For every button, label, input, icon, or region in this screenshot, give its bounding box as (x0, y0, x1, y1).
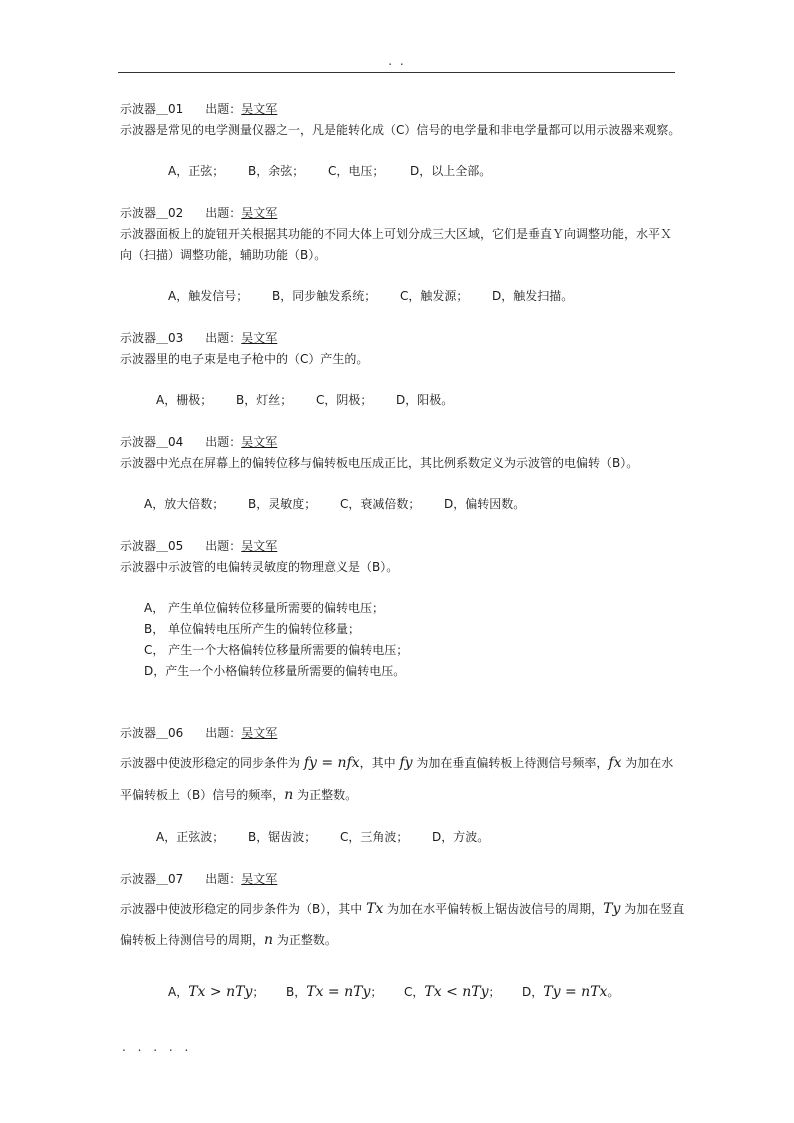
formula-tx: Tx (366, 901, 384, 917)
question-stem-line: 向（扫描）调整功能，辅助功能（B）。 (120, 248, 327, 262)
question-stem: 示波器是常见的电学测量仪器之一，凡是能转化成（C）信号的电学量和非电学量都可以用示波器来观察。 (120, 123, 681, 137)
question-stem: 示波器面板上的旋钮开关根据其功能的不同大体上可划分成三大区域，它们是垂直Ｙ向调整功能，水平Ｘ (120, 227, 673, 241)
option-b: B，余弦； (248, 164, 305, 178)
author-name: 吴文军 (241, 872, 278, 886)
options-row (168, 983, 619, 1000)
author-name: 吴文军 (241, 331, 278, 345)
stem-text: 为正整数。 (273, 933, 337, 947)
page-header-dots: . . (388, 54, 406, 68)
option-formula: Tx = nTy (306, 984, 371, 1000)
option-d: D，产生一个小格偏转位移量所需要的偏转电压。 (144, 664, 406, 678)
option-b: B，同步触发系统； (272, 289, 377, 303)
options-row (156, 391, 453, 408)
setter-label: 出题： (205, 102, 242, 116)
option-a: A，正弦； (168, 164, 225, 178)
stem-text: 为加在水平偏转板上锯齿波信号的周期， (383, 902, 604, 916)
formula-fy: fy (399, 755, 413, 771)
stem-text: ，其中 (359, 756, 400, 770)
setter-label: 出题： (205, 331, 242, 345)
option-punct: 。 (607, 985, 620, 999)
option-c: C，电压； (328, 164, 385, 178)
options-row (144, 495, 525, 512)
options-row (168, 162, 491, 179)
question-label: 示波器＿06 (120, 726, 184, 740)
author-name: 吴文军 (241, 435, 278, 449)
option-letter: B， (286, 985, 307, 999)
question-label: 示波器＿07 (120, 872, 184, 886)
author-name: 吴文军 (241, 539, 278, 553)
option-b: B，锯齿波； (248, 830, 317, 844)
question-label: 示波器＿04 (120, 435, 184, 449)
stem-text: 偏转板上待测信号的周期， (120, 933, 265, 947)
option-letter: D， (522, 985, 544, 999)
option-letter: C， (404, 985, 425, 999)
question-stem: 示波器里的电子束是电子枪中的（C）产生的。 (120, 352, 369, 366)
question-stem: 示波器中光点在屏幕上的偏转位移与偏转板电压成正比，其比例系数定义为示波管的电偏转（B）。 (120, 456, 639, 470)
option-d (522, 983, 619, 1000)
option-c (404, 983, 522, 1000)
page-footer-dots: . . . . . (122, 1040, 193, 1054)
option-a: A，栅极； (156, 393, 213, 407)
option-c: C，三角波； (340, 830, 409, 844)
option-c: C，阴极； (316, 393, 373, 407)
formula-fx: fx (608, 755, 622, 771)
header-rule (118, 72, 675, 73)
question-header (120, 100, 277, 117)
formula-n: n (264, 932, 274, 948)
question-header (120, 204, 277, 221)
options-row (156, 828, 489, 845)
options-row (168, 287, 573, 304)
formula-n: n (284, 787, 294, 803)
stem-text: 为正整数。 (293, 788, 358, 802)
question-header (120, 433, 277, 450)
option-a: A， 产生单位偏转位移量所需要的偏转电压； (144, 601, 385, 615)
question-stem: 示波器中示波管的电偏转灵敏度的物理意义是（B）。 (120, 560, 399, 574)
question-label: 示波器＿01 (120, 102, 184, 116)
option-d: D，方波。 (432, 830, 490, 844)
question-stem (120, 900, 684, 917)
option-formula: Tx > nTy (188, 984, 253, 1000)
option-b: B，灯丝； (236, 393, 293, 407)
option-a: A，放大倍数； (144, 497, 225, 511)
question-header (120, 537, 277, 554)
author-name: 吴文军 (241, 206, 278, 220)
author-name: 吴文军 (241, 726, 278, 740)
option-d: D，以上全部。 (410, 164, 492, 178)
formula-fy-nfx: fy = nfx (303, 755, 360, 771)
stem-text: 为加在垂直偏转板上待测信号频率， (412, 756, 609, 770)
option-punct: ； (252, 985, 265, 999)
stem-text: 为加在水 (621, 756, 674, 770)
option-d: D，触发扫描。 (492, 289, 574, 303)
question-stem-line (120, 786, 357, 803)
stem-text: 平偏转板上（B）信号的频率， (120, 788, 285, 802)
question-stem-line (120, 931, 337, 948)
option-formula: Ty = nTx (543, 984, 608, 1000)
option-d: D，偏转因数。 (444, 497, 526, 511)
setter-label: 出题： (205, 872, 242, 886)
option-b (286, 983, 404, 1000)
option-a: A，正弦波； (156, 830, 225, 844)
stem-text: 为加在竖直 (620, 902, 685, 916)
setter-label: 出题： (205, 539, 242, 553)
question-label: 示波器＿03 (120, 331, 184, 345)
question-label: 示波器＿05 (120, 539, 184, 553)
question-stem (120, 754, 673, 771)
option-punct: ； (370, 985, 383, 999)
setter-label: 出题： (205, 435, 242, 449)
stem-text: 示波器中使波形稳定的同步条件为 (120, 756, 304, 770)
option-a (168, 983, 286, 1000)
setter-label: 出题： (205, 206, 242, 220)
question-header (120, 724, 277, 741)
option-b: B， 单位偏转电压所产生的偏转位移量； (144, 622, 361, 636)
option-punct: ； (488, 985, 501, 999)
option-formula: Tx < nTy (424, 984, 489, 1000)
option-c: C，触发源； (400, 289, 469, 303)
question-label: 示波器＿02 (120, 206, 184, 220)
stem-text: 示波器中使波形稳定的同步条件为（B），其中 (120, 902, 367, 916)
setter-label: 出题： (205, 726, 242, 740)
author-name: 吴文军 (241, 102, 278, 116)
formula-ty: Ty (603, 901, 621, 917)
option-c: C，衰减倍数； (340, 497, 421, 511)
option-c: C， 产生一个大格偏转位移量所需要的偏转电压； (144, 643, 409, 657)
question-header (120, 870, 277, 887)
question-header (120, 329, 277, 346)
option-a: A，触发信号； (168, 289, 249, 303)
option-d: D，阳极。 (396, 393, 454, 407)
option-letter: A， (168, 985, 189, 999)
option-b: B，灵敏度； (248, 497, 317, 511)
